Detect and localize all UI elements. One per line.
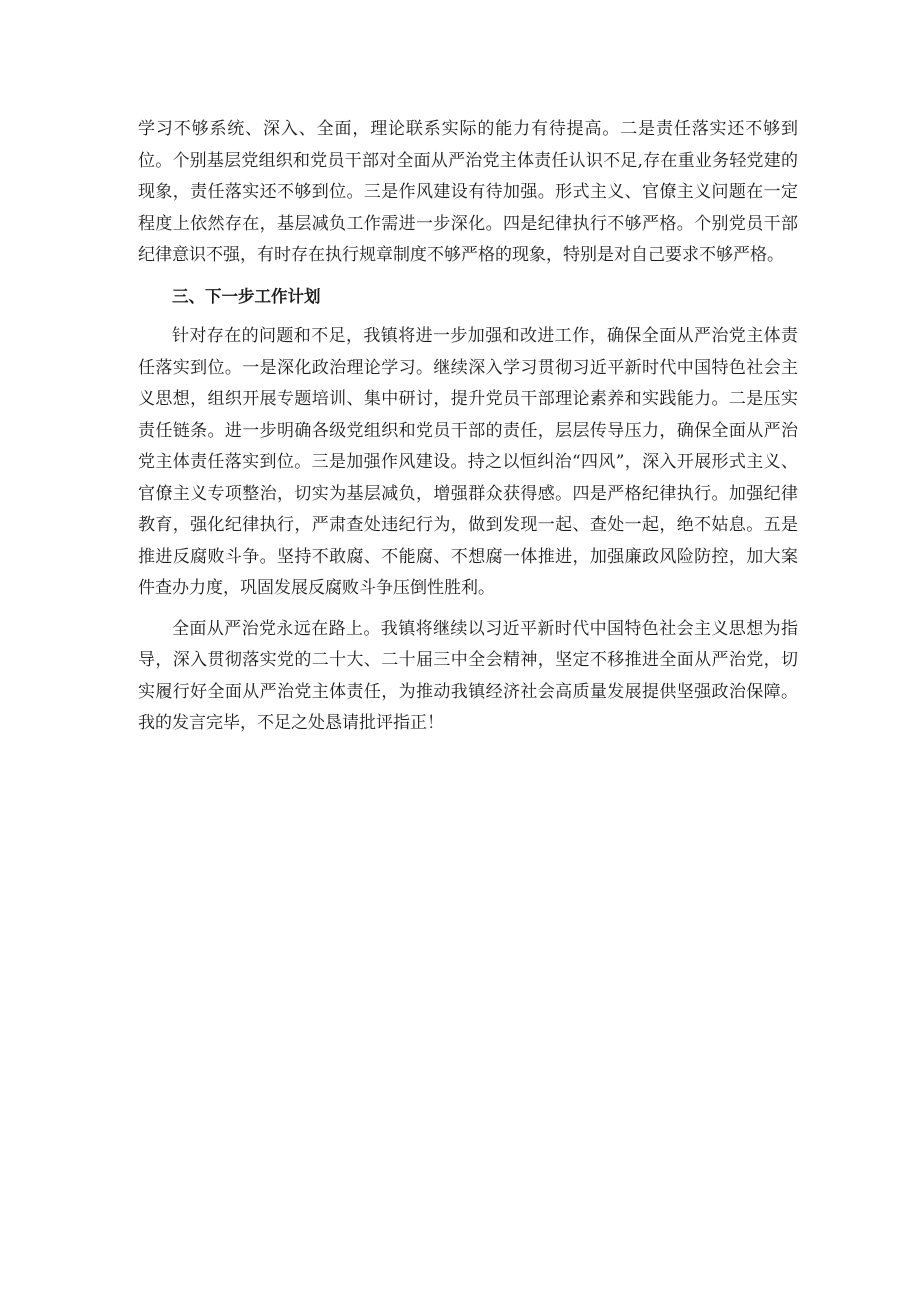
document-body: [138, 114, 798, 749]
paragraph-conclusion: 全面从严治党永远在路上。我镇将继续以习近平新时代中国特色社会主义思想为指导，深入贯彻落实党的二十大、二十届三中全会精神，坚定不移推进全面从严治党，切实履行好全面从严治党主体责任，为推动我镇经济社会高质量发展提供坚强政治保障。我的发言完毕，不足之处恳请批评指正！: [138, 618, 798, 733]
paragraph-work-plan: 针对存在的问题和不足，我镇将进一步加强和改进工作，确保全面从严治党主体责任落实到位。一是深化政治理论学习。继续深入学习贯彻习近平新时代中国特色社会主义思想，组织开展专题培训、集中研讨，提升党员干部理论素养和实践能力。二是压实责任链条。进一步明确各级党组织和党员干部的责任，层层传导压力，确保全面从严治党主体责任落实到位。三是加强作风建设。持之以恒纠治“四风”，深入开展形式主义、官僚主义专项整治，切实为基层减负，增强群众获得感。四是严格纪律执行。加强纪律教育，强化纪律执行，严肃查处违纪行为，做到发现一起、查处一起，绝不姑息。五是推进反腐败斗争。坚持不敢腐、不能腐、不想腐一体推进，加强廉政风险防控，加大案件查办力度，巩固发展反腐败斗争压倒性胜利。: [138, 326, 798, 598]
paragraph-problems: 学习不够系统、深入、全面，理论联系实际的能力有待提高。二是责任落实还不够到位。个别基层党组织和党员干部对全面从严治党主体责任认识不足,存在重业务轻党建的现象，责任落实还不够到位。三是作风建设有待加强。形式主义、官僚主义问题在一定程度上依然存在，基层减负工作需进一步深化。四是纪律执行不够严格。个别党员干部纪律意识不强，有时存在执行规章制度不够严格的现象，特别是对自己要求不够严格。: [138, 119, 798, 265]
section-heading-next-steps: 三、下一步工作计划: [172, 286, 321, 306]
